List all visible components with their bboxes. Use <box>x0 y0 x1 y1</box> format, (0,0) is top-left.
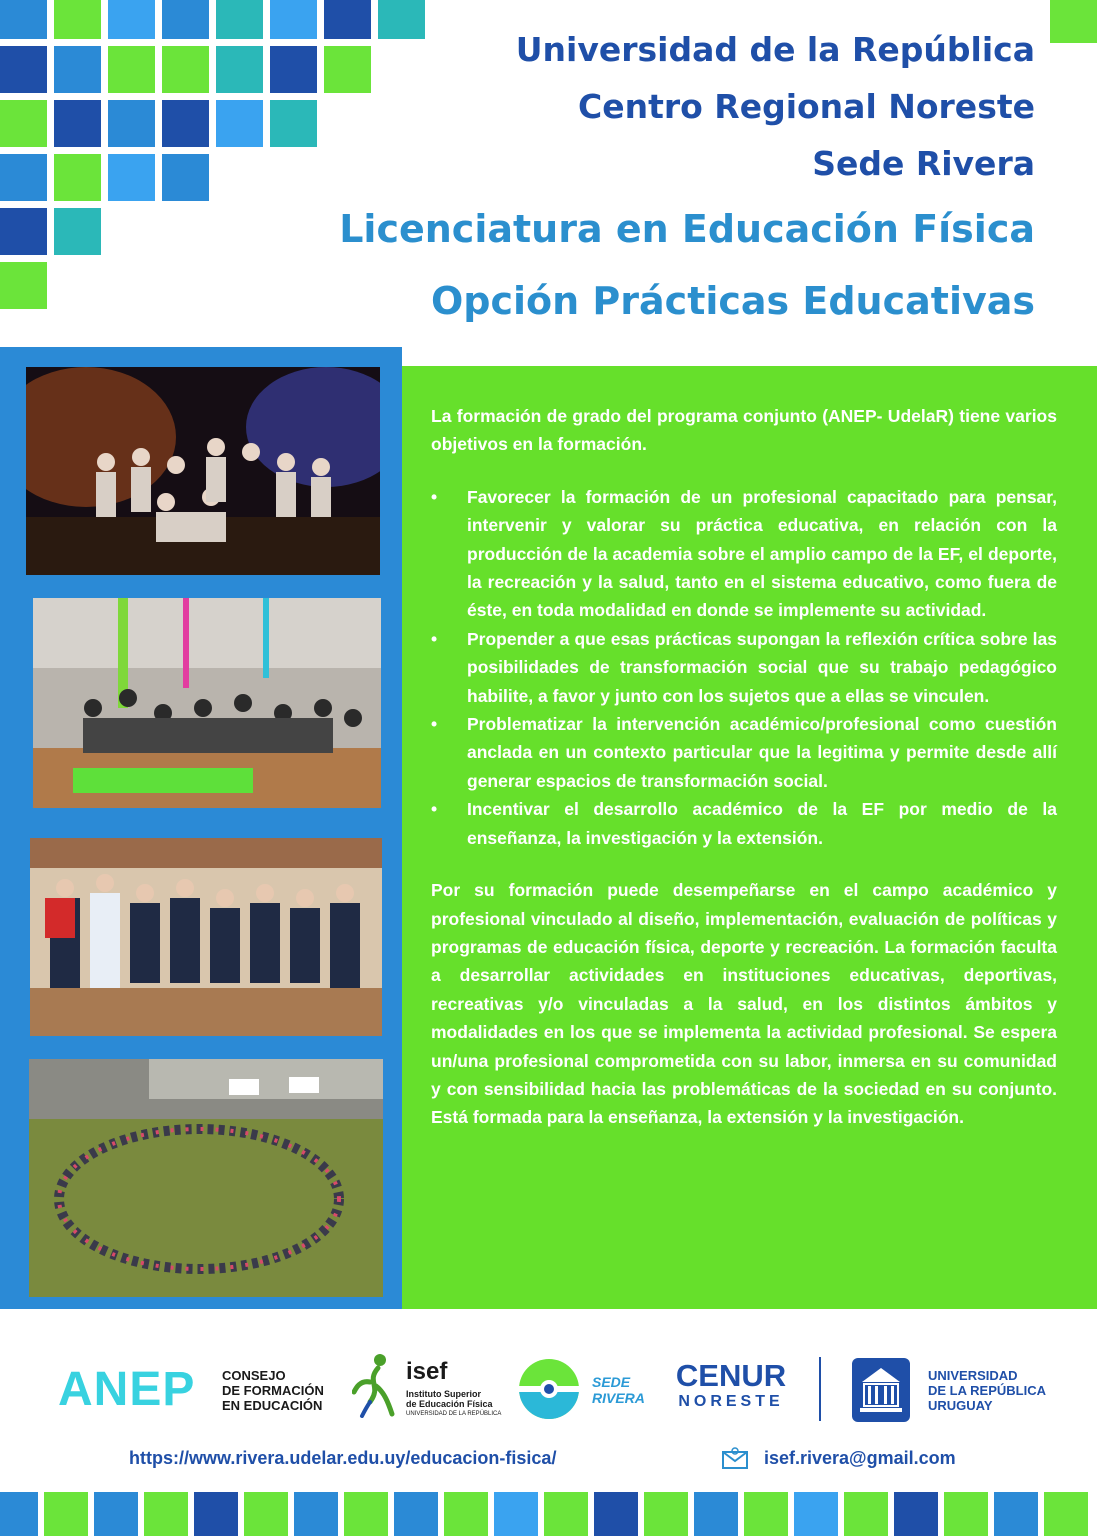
strip-square <box>244 1492 288 1536</box>
anep-logo-text <box>222 1368 324 1413</box>
mosaic-square <box>0 100 47 147</box>
photo-costume-group <box>30 838 382 1036</box>
strip-square <box>444 1492 488 1536</box>
sede-rivera-logo-icon <box>518 1358 580 1420</box>
university-title: Universidad de la República <box>515 30 1035 69</box>
strip-square <box>494 1492 538 1536</box>
mosaic-square <box>270 46 317 93</box>
mosaic-square <box>108 46 155 93</box>
strip-square <box>1044 1492 1088 1536</box>
sede-line2: RIVERA <box>592 1390 645 1406</box>
mosaic-square <box>270 100 317 147</box>
sede-line1: SEDE <box>592 1374 631 1390</box>
campus-title: Sede Rivera <box>812 144 1035 183</box>
mosaic-square <box>54 154 101 201</box>
strip-square <box>944 1492 988 1536</box>
strip-square <box>144 1492 188 1536</box>
corner-square <box>1050 0 1097 43</box>
mosaic-square <box>324 46 371 93</box>
mosaic-square <box>54 100 101 147</box>
mosaic-square <box>324 0 371 39</box>
udelar-logo-text <box>928 1368 1046 1413</box>
strip-square <box>594 1492 638 1536</box>
anep-line3: EN EDUCACIÓN <box>222 1398 323 1413</box>
mosaic-square <box>162 100 209 147</box>
mosaic-square <box>54 208 101 255</box>
option-title: Opción Prácticas Educativas <box>430 279 1035 323</box>
mosaic-square <box>162 0 209 39</box>
mosaic-square <box>108 0 155 39</box>
strip-square <box>44 1492 88 1536</box>
mosaic-square <box>216 0 263 39</box>
mosaic-square <box>54 0 101 39</box>
strip-square <box>794 1492 838 1536</box>
strip-square <box>994 1492 1038 1536</box>
closing-paragraph: Por su formación puede desempeñarse en el campo académico y profesional vinculado al diseño, implementación, evaluación de políticas y programas de educación física, deporte y recreación. La formación faculta a desarrollar actividades en instituciones educativas, deportivas, recreativas y/o vinculadas a la salud, en los distintos ámbitos y modalidades en los que se implementa la actividad profesional. Se espera un/una profesional comprometida con su labor, inmersa en su comunidad y con sensibilidad hacia las problemáticas de la sociedad en su conjunto. Está formada para la enseñanza, la extensión y la investigación. <box>431 880 1057 1128</box>
strip-square <box>544 1492 588 1536</box>
isef-line1: Instituto Superior <box>406 1389 481 1399</box>
udelar-line2: DE LA REPÚBLICA <box>928 1383 1046 1398</box>
mosaic-square <box>162 154 209 201</box>
strip-square <box>844 1492 888 1536</box>
udelar-seal-icon <box>852 1358 910 1422</box>
strip-square <box>294 1492 338 1536</box>
strip-square <box>694 1492 738 1536</box>
objective-item: • Problematizar la intervención académico/profesional como cuestión anclada en un contexto particular que la legitima y permite desde allí generar espacios de transformación social. <box>431 710 1057 795</box>
mosaic-square <box>0 46 47 93</box>
isef-line2: de Educación Física <box>406 1399 493 1409</box>
mosaic-square <box>162 46 209 93</box>
email-link[interactable]: isef.rivera@gmail.com <box>764 1448 956 1468</box>
mosaic-square <box>108 100 155 147</box>
cenur-logo <box>672 1360 790 1412</box>
mosaic-square <box>270 0 317 39</box>
mosaic-square <box>108 154 155 201</box>
anep-line2: DE FORMACIÓN <box>222 1383 324 1398</box>
objectives-list <box>431 483 1057 852</box>
intro-paragraph: La formación de grado del programa conjunto (ANEP- UdelaR) tiene varios objetivos en la formación. <box>431 406 1057 455</box>
isef-logo-name: isef <box>406 1358 448 1385</box>
strip-square <box>194 1492 238 1536</box>
udelar-line1: UNIVERSIDAD <box>928 1368 1018 1383</box>
mosaic-square <box>216 46 263 93</box>
strip-square <box>744 1492 788 1536</box>
objective-item: • Incentivar el desarrollo académico de la EF por medio de la enseñanza, la investigación y la extensión. <box>431 795 1057 852</box>
email-icon <box>722 1447 748 1469</box>
program-title: Licenciatura en Educación Física <box>339 207 1035 251</box>
strip-square <box>894 1492 938 1536</box>
strip-square <box>94 1492 138 1536</box>
isef-line3: UNIVERSIDAD DE LA REPÚBLICA <box>406 1411 502 1417</box>
mosaic-square <box>378 0 425 39</box>
mosaic-square <box>54 46 101 93</box>
isef-figure-icon <box>352 1352 400 1418</box>
mosaic-square <box>0 262 47 309</box>
anep-logo-name: ANEP <box>58 1363 196 1416</box>
sede-rivera-logo-text <box>592 1374 645 1406</box>
objective-item: • Propender a que esas prácticas supongan la reflexión crítica sobre las posibilidades de transformación social que su trabajo pedagógico habilite, a favor y junto con los sujetos que a ellas se vinculen. <box>431 625 1057 710</box>
photo-stage-group <box>26 367 380 575</box>
photo-field-circle <box>29 1059 383 1297</box>
isef-logo-text <box>406 1389 501 1419</box>
website-link[interactable]: https://www.rivera.udelar.edu.uy/educacion-fisica/ <box>129 1448 557 1468</box>
cenur-line1: CENUR <box>675 1358 787 1393</box>
center-title: Centro Regional Noreste <box>577 87 1035 126</box>
strip-square <box>394 1492 438 1536</box>
mosaic-square <box>0 0 47 39</box>
cenur-line2: NORESTE <box>678 1393 784 1410</box>
content-text <box>431 402 1057 1132</box>
logo-divider <box>819 1357 821 1421</box>
mosaic-square <box>216 100 263 147</box>
strip-square <box>0 1492 38 1536</box>
anep-line1: CONSEJO <box>222 1368 286 1383</box>
objective-item: • Favorecer la formación de un profesional capacitado para pensar, intervenir y valorar su práctica educativa, en relación con la producción de la academia sobre el amplio campo de la EF, el deporte, la recreación y la salud, tanto en el sistema educativo, como fuera de éste, en toda modalidad en donde se implemente su actividad. <box>431 483 1057 625</box>
strip-square <box>344 1492 388 1536</box>
photo-gym-group <box>33 598 381 808</box>
strip-square <box>644 1492 688 1536</box>
udelar-line3: URUGUAY <box>928 1398 993 1413</box>
mosaic-square <box>0 154 47 201</box>
mosaic-square <box>0 208 47 255</box>
